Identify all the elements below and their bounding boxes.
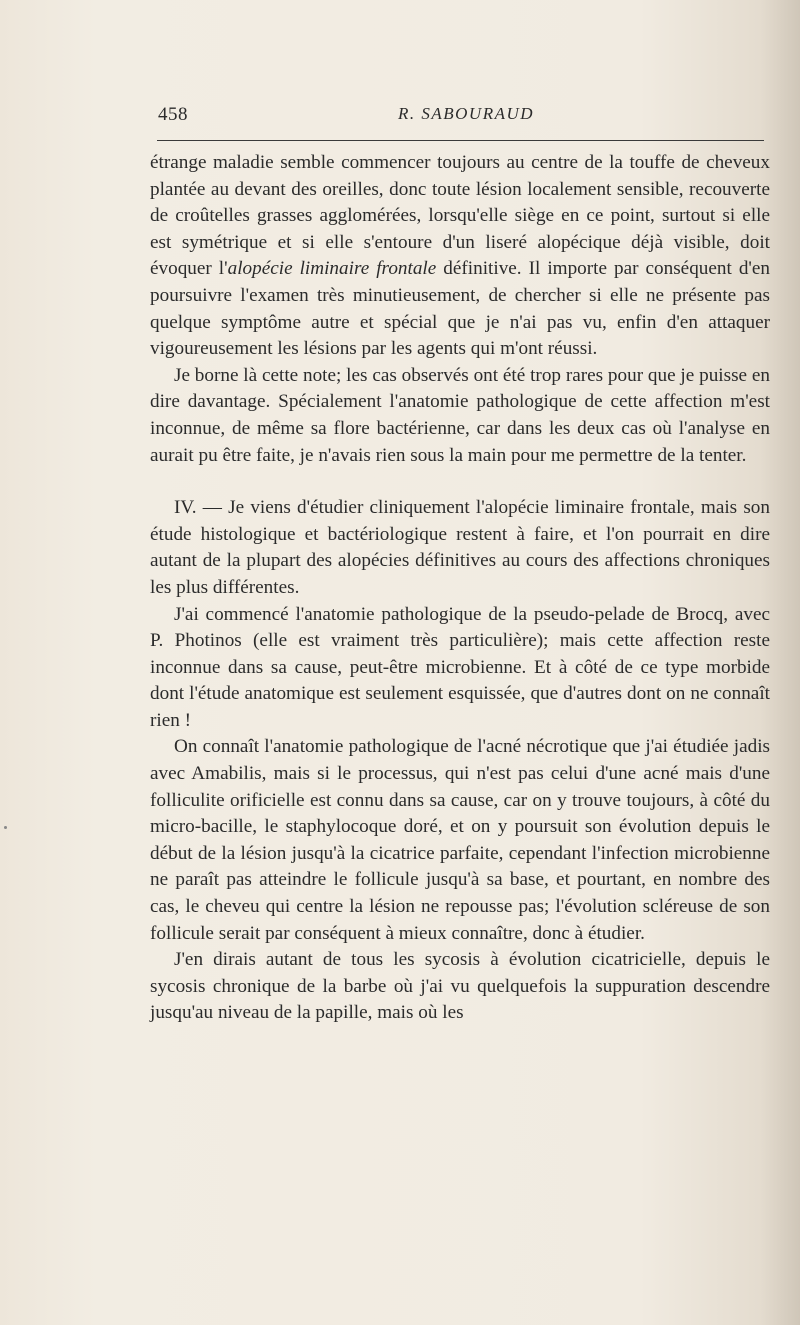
paragraph-2: Je borne là cette note; les cas observés ont été trop rares pour que je puisse en dire davantage. Spécialement l'anatomie pathologique de cette affection m'est inconnue, de même sa flore bactérienne, car dans les deux cas où l'analyse en aurait pu être faite, je n'avais rien sous la main pour me permettre de la tenter.	[150, 364, 770, 466]
paragraph-1	[150, 150, 770, 363]
paragraph-1-end: définitive. Il importe par conséquent d'en poursuivre l'examen très minutieusement, de chercher si elle ne présente pas quelque symptôme autre et spécial que je n'ai pas vu, enfin d'en attaquer vigoureusement les lésions par les agents qui m'ont réussi.	[150, 258, 770, 360]
body-text	[150, 150, 770, 1027]
page-header	[158, 104, 763, 130]
paragraph-4: J'ai commencé l'anatomie pathologique de la pseudo-pelade de Brocq, avec P. Photinos (elle est vraiment très particulière); mais cette affection reste inconnue dans sa cause, peut-être microbienne. Et à côté de ce type morbide dont l'étude anatomique est seulement esquissée, que d'autres dont on ne connaît rien !	[150, 603, 770, 731]
paragraph-6: J'en dirais autant de tous les sycosis à évolution cicatricielle, depuis le sycosis chronique de la barbe où j'ai vu quelquefois la suppuration descendre jusqu'au niveau de la papille, mais où les	[150, 949, 770, 1024]
running-head: R. SABOURAUD	[398, 104, 535, 123]
header-rule	[157, 140, 764, 141]
paragraph-5: On connaît l'anatomie pathologique de l'acné nécrotique que j'ai étudiée jadis avec Amabilis, mais si le processus, qui n'est pas celui d'une acné mais d'une folliculite orificielle est connu dans sa cause, car on y trouve toujours, à côté du micro-bacille, le staphylocoque doré, et on y poursuit son évolution depuis le début de la lésion jusqu'à la cicatrice parfaite, cependant l'infection microbienne ne paraît pas atteindre le follicule jusqu'à sa base, et pourtant, en nombre des cas, le cheveu qui centre la lésion ne repousse pas; l'évolution scléreuse de son follicule serait par conséquent à mieux connaître, donc à étudier.	[150, 736, 770, 944]
paragraph-1-start: étrange maladie semble commencer toujours au centre de la touffe de cheveux plantée au devant des oreilles, donc toute lésion localement sensible, recouverte de croûtelles grasses agglomérées, lorsqu'elle siège en ce point, surtout si elle est symétrique et si elle s'entoure d'un liseré alopécique déjà visible, doit évoquer l'	[150, 152, 770, 280]
paragraph-1-emphasis: alopécie liminaire frontale	[227, 258, 437, 280]
page-number: 458	[158, 104, 188, 125]
paragraph-3: IV. — Je viens d'étudier cliniquement l'alopécie liminaire frontale, mais son étude histologique et bactériologique restent à faire, et l'on pourrait en dire autant de la plupart des alopécies définitives au cours des affections chroniques les plus différentes.	[150, 497, 770, 598]
margin-speck	[4, 826, 7, 829]
